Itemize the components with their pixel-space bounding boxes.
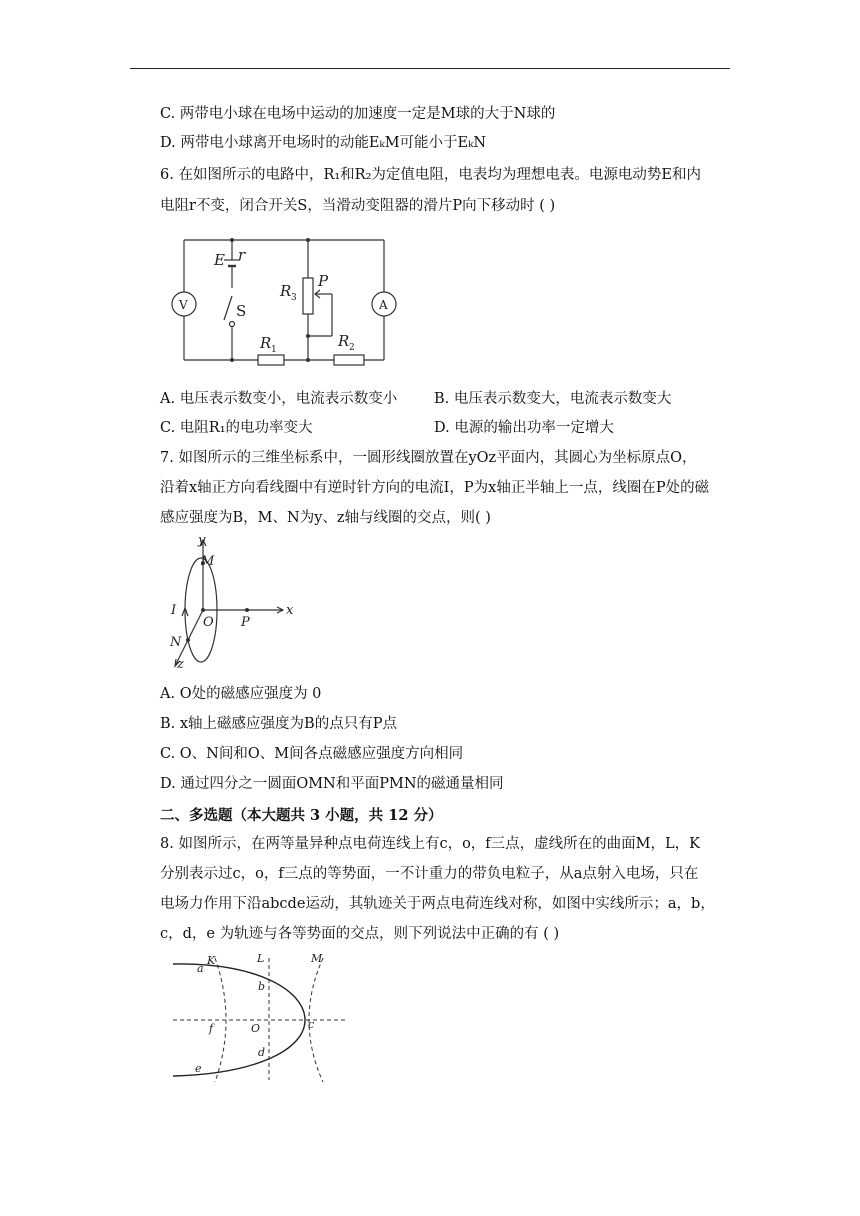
coil-label-x: x: [286, 603, 294, 618]
question-8-line-4: c，d，e 为轨迹与各等势面的交点，则下列说法中正确的有 ( ): [160, 926, 560, 942]
field-label-o: O: [251, 1022, 261, 1035]
question-7-line-1: 7. 如图所示的三维坐标系中，一圆形线圈放置在yOz平面内，其圆心为坐标原点O，: [160, 450, 697, 466]
circuit-diagram: [170, 232, 400, 372]
option-6c: C. 电阻R₁的电功率变大: [160, 420, 313, 436]
field-label-b: b: [258, 980, 266, 993]
option-6a: A. 电压表示数变小，电流表示数变小: [160, 391, 398, 407]
coil-label-o: O: [203, 615, 214, 630]
option-7d: D. 通过四分之一圆面OMN和平面PMN的磁通量相同: [160, 776, 504, 792]
field-label-l: L: [257, 952, 265, 965]
option-7c: C. O、N间和O、M间各点磁感应强度方向相同: [160, 746, 464, 762]
ammeter-label: A: [379, 298, 388, 312]
circuit-label-s: S: [236, 302, 247, 320]
field-label-e: e: [195, 1062, 202, 1075]
question-6-line-1: 6. 在如图所示的电路中，R₁和R₂为定值电阻，电表均为理想电表。电源电动势E和内: [160, 167, 701, 183]
coil-label-m: M: [201, 554, 215, 569]
circuit-label-r2-sub: 2: [349, 343, 355, 353]
coil-label-n: N: [170, 635, 182, 650]
voltmeter-label: V: [179, 298, 188, 312]
circuit-label-r1-sub: 1: [271, 345, 277, 355]
circuit-label-p: P: [318, 272, 329, 290]
circuit-label-r3-sub: 3: [291, 293, 297, 303]
coil-coordinate-diagram: [165, 532, 305, 672]
question-7-line-2: 沿着x轴正方向看线圈中有逆时针方向的电流I，P为x轴正半轴上一点，线圈在P处的磁: [160, 480, 710, 496]
question-8-line-1: 8. 如图所示，在两等量异种点电荷连线上有c，o，f三点，虚线所在的曲面M，L，K: [160, 836, 700, 852]
coil-label-p: P: [241, 615, 250, 630]
circuit-label-r2: R: [338, 332, 350, 350]
equipotential-diagram: [165, 950, 350, 1086]
option-7a: A. O处的磁感应强度为 0: [160, 686, 322, 702]
circuit-label-r3: R: [280, 282, 292, 300]
field-label-d: d: [258, 1046, 266, 1059]
question-8-line-2: 分别表示过c，o，f三点的等势面，一不计重力的带负电粒子，从a点射入电场，只在: [160, 866, 699, 882]
coil-label-z: z: [177, 657, 184, 672]
circuit-label-e: E: [214, 251, 225, 269]
option-6d: D. 电源的输出功率一定增大: [434, 420, 614, 436]
question-8-line-3: 电场力作用下沿abcde运动，其轨迹关于两点电荷连线对称，如图中实线所示；a，b，: [160, 896, 715, 912]
question-6-line-2: 电阻r不变，闭合开关S，当滑动变阻器的滑片P向下移动时 ( ): [160, 198, 556, 214]
header-rule: [130, 68, 730, 69]
option-5d: D. 两带电小球离开电场时的动能EₖM可能小于EₖN: [160, 135, 487, 151]
option-7b: B. x轴上磁感应强度为B的点只有P点: [160, 716, 397, 732]
field-label-f: f: [209, 1022, 214, 1035]
circuit-label-r1: R: [260, 334, 272, 352]
field-label-c: c: [308, 1018, 315, 1031]
circuit-label-r: r: [238, 246, 246, 264]
field-label-k: K: [207, 954, 216, 967]
field-label-m: M: [311, 952, 323, 965]
coil-label-y: y: [198, 533, 206, 548]
coil-label-i: I: [171, 603, 177, 618]
field-label-a: a: [197, 962, 204, 975]
section-heading: 二、多选题（本大题共 3 小题，共 12 分）: [160, 807, 443, 824]
question-7-line-3: 感应强度为B，M、N为y、z轴与线圈的交点，则( ): [160, 510, 491, 526]
option-5c: C. 两带电小球在电场中运动的加速度一定是M球的大于N球的: [160, 106, 556, 122]
option-6b: B. 电压表示数变大，电流表示数变大: [434, 391, 672, 407]
